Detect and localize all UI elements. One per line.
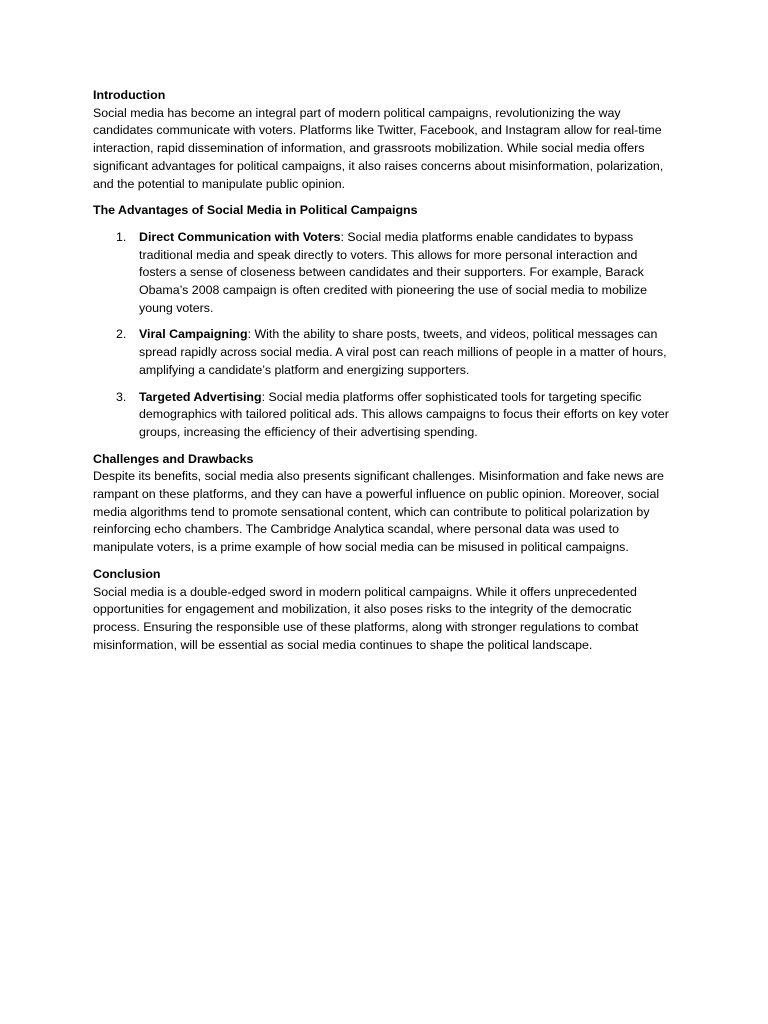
list-item-term: Direct Communication with Voters (139, 229, 341, 244)
list-item-text: : With the ability to share posts, tweets, and videos, political messages can spread rapidly across social media. A viral post can reach millions of people in a matter of hours, amplifying a candidate’s platform and energizing supporters. (139, 327, 667, 377)
list-item-number: 1. (116, 229, 127, 244)
list-item-text: : Social media platforms enable candidates to bypass traditional media and speak directly to voters. This allows for more personal interaction and fosters a sense of closeness between candidates and their supporters. For example, Barack Obama’s 2008 campaign is often credited with pioneering the use of social media to mobilize young voters. (139, 229, 648, 315)
list-item (93, 389, 677, 442)
list-item-number: 2. (116, 327, 127, 342)
list-item-term: Viral Campaigning (139, 327, 248, 342)
list-item-term: Targeted Advertising (139, 389, 262, 404)
advantages-heading: The Advantages of Social Media in Political Campaigns (93, 203, 418, 218)
list-item-number: 3. (116, 389, 127, 404)
list-item-text: : Social media platforms offer sophisticated tools for targeting specific demographics with tailored political ads. This allows campaigns to focus their efforts on key voter groups, increasing the efficiency of their advertising spending. (139, 389, 669, 439)
document-page (93, 87, 677, 663)
conclusion-heading: Conclusion (93, 566, 161, 581)
intro-paragraph: Social media has become an integral part of modern political campaigns, revolutionizing the way candidates communicate with voters. Platforms like Twitter, Facebook, and Instagram allow for real-time interaction, rapid dissemination of information, and grassroots mobilization. While social media offers significant advantages for political campaigns, it also raises concerns about misinformation, polarization, and the potential to manipulate public opinion. (93, 105, 664, 191)
advantages-list (93, 229, 677, 442)
intro-heading: Introduction (93, 88, 166, 102)
challenges-paragraph: Despite its benefits, social media also presents significant challenges. Misinformation and fake news are rampant on these platforms, and they can have a powerful influence on public opinion. Moreover, social media algorithms tend to promote sensational content, which can contribute to political polarization by reinforcing echo chambers. The Cambridge Analytica scandal, where personal data was used to manipulate voters, is a prime example of how social media can be misused in political campaigns. (93, 469, 664, 555)
list-item (93, 326, 677, 379)
conclusion-paragraph: Social media is a double-edged sword in modern political campaigns. While it offers unprecedented opportunities for engagement and mobilization, it also poses risks to the integrity of the democratic process. Ensuring the responsible use of these platforms, along with stronger regulations to combat misinformation, will be essential as social media continues to shape the political landscape. (93, 584, 639, 652)
list-item (93, 229, 677, 318)
challenges-heading: Challenges and Drawbacks (93, 451, 254, 466)
